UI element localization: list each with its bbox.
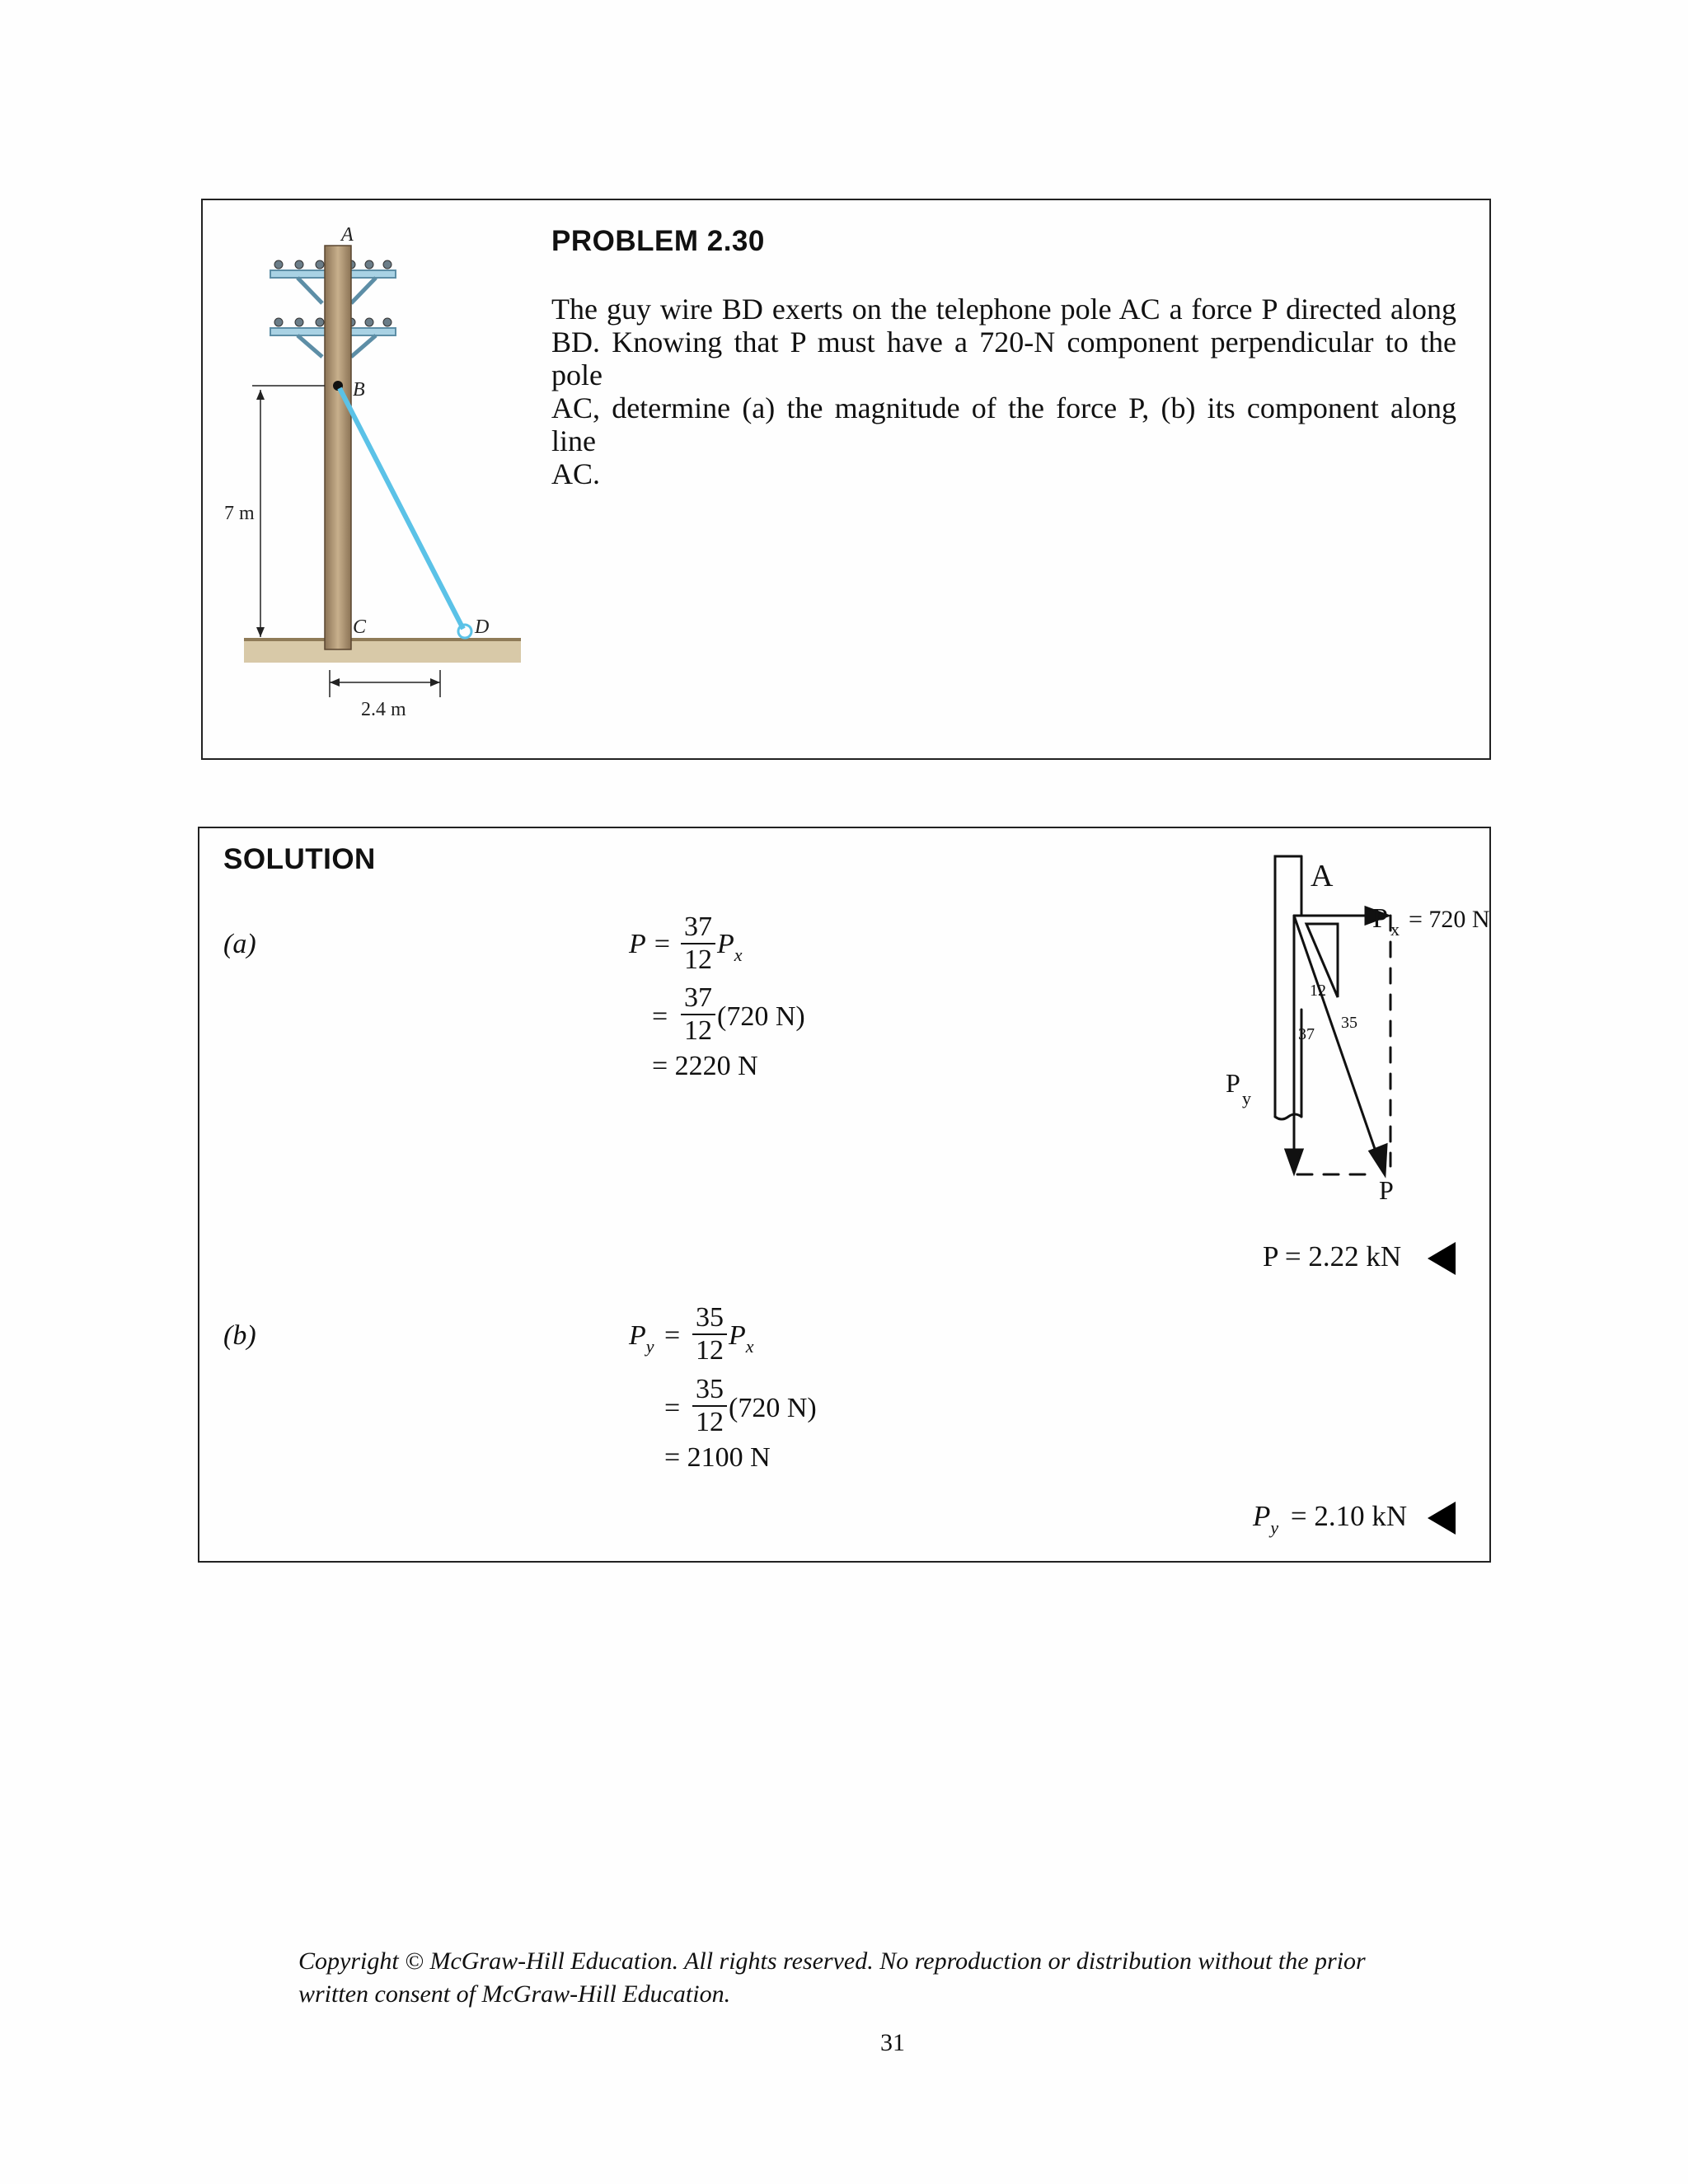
part-b-lhs xyxy=(629,1320,654,1357)
answer-b-marker xyxy=(1428,1502,1456,1535)
fraction-denominator: 12 xyxy=(696,1335,724,1366)
px-sub: x xyxy=(745,1336,754,1357)
pole xyxy=(325,246,351,649)
solution-box xyxy=(198,827,1491,1563)
label-a: A xyxy=(341,224,354,246)
part-a-lhs: P = xyxy=(629,929,672,959)
sketch-label-py-sub: y xyxy=(1242,1088,1251,1108)
statement-line-3: AC, determine (a) the magnitude of the force P, (b) its component along line xyxy=(551,391,1456,457)
part-a-eq2: = xyxy=(652,1001,668,1032)
part-a-720: (720 N) xyxy=(717,1001,805,1032)
part-a-result: = 2220 N xyxy=(652,1051,758,1081)
sketch-label-px: P xyxy=(1372,903,1388,934)
force-sketch xyxy=(1020,845,1490,1216)
part-b-px xyxy=(729,1320,754,1357)
guy-wire xyxy=(340,388,463,629)
fraction-numerator: 37 xyxy=(684,982,712,1013)
part-a-fraction-1 xyxy=(681,912,715,975)
label-c: C xyxy=(353,616,367,638)
px-var: P xyxy=(717,929,734,959)
part-b-eq2: = xyxy=(664,1393,681,1423)
sketch-label-px-sub: x xyxy=(1390,919,1400,940)
problem-statement xyxy=(551,293,1456,490)
fraction-denominator: 12 xyxy=(684,944,712,975)
sketch-label-py: P xyxy=(1226,1068,1240,1098)
part-b-answer xyxy=(1253,1500,1408,1538)
answer-var: P xyxy=(1253,1500,1271,1532)
width-dimension: 2.4 m xyxy=(361,699,406,720)
fraction-numerator: 35 xyxy=(696,1374,724,1404)
label-d: D xyxy=(475,616,490,638)
part-b-eq1: = xyxy=(664,1320,681,1351)
part-a-label: (a) xyxy=(223,929,256,959)
py-sub: y xyxy=(645,1336,654,1357)
part-b-fraction-2 xyxy=(692,1375,727,1437)
part-b-result: = 2100 N xyxy=(664,1442,771,1473)
problem-box xyxy=(201,199,1491,760)
copyright-line-2: written consent of McGraw-Hill Education. xyxy=(298,1980,731,2008)
fraction-numerator: 35 xyxy=(696,1302,724,1333)
part-a-px xyxy=(717,929,743,965)
sketch-num-12: 12 xyxy=(1310,982,1326,1000)
sketch-num-37: 37 xyxy=(1298,1025,1315,1043)
answer-value: = 2.10 kN xyxy=(1290,1500,1408,1532)
page-number: 31 xyxy=(880,2029,905,2056)
statement-line-1: The guy wire BD exerts on the telephone pole AC a force P directed along xyxy=(551,293,1456,326)
statement-line-2: BD. Knowing that P must have a 720-N component perpendicular to the pole xyxy=(551,326,1456,391)
part-a-fraction-2 xyxy=(681,983,715,1046)
fraction-denominator: 12 xyxy=(696,1407,724,1437)
fraction-numerator: 37 xyxy=(684,912,712,942)
telephone-pole-figure xyxy=(219,221,541,748)
part-b-label: (b) xyxy=(223,1320,256,1351)
part-b-720: (720 N) xyxy=(729,1393,817,1423)
part-b-fraction-1 xyxy=(692,1303,727,1366)
py-var: P xyxy=(629,1320,646,1351)
copyright-notice xyxy=(298,1945,1452,2011)
fraction-denominator: 12 xyxy=(684,1015,712,1046)
answer-sub: y xyxy=(1270,1517,1279,1538)
sketch-label-a: A xyxy=(1311,859,1334,893)
problem-heading: PROBLEM 2.30 xyxy=(551,225,765,257)
ground xyxy=(244,640,521,663)
sketch-label-p: P xyxy=(1379,1175,1394,1205)
part-a-answer: P = 2.22 kN xyxy=(1263,1240,1402,1272)
copyright-line-1: Copyright © McGraw-Hill Education. All rights reserved. No reproduction or distribution without the prior xyxy=(298,1947,1366,1975)
answer-a-marker xyxy=(1428,1242,1456,1275)
px-var: P xyxy=(729,1320,746,1351)
px-sub: x xyxy=(734,944,743,965)
label-b: B xyxy=(353,379,365,401)
solution-heading: SOLUTION xyxy=(223,843,376,875)
sketch-label-px-value: = 720 N xyxy=(1409,906,1490,933)
sketch-num-35: 35 xyxy=(1341,1014,1357,1032)
height-dimension: 7 m xyxy=(224,503,255,524)
statement-line-4: AC. xyxy=(551,457,601,490)
